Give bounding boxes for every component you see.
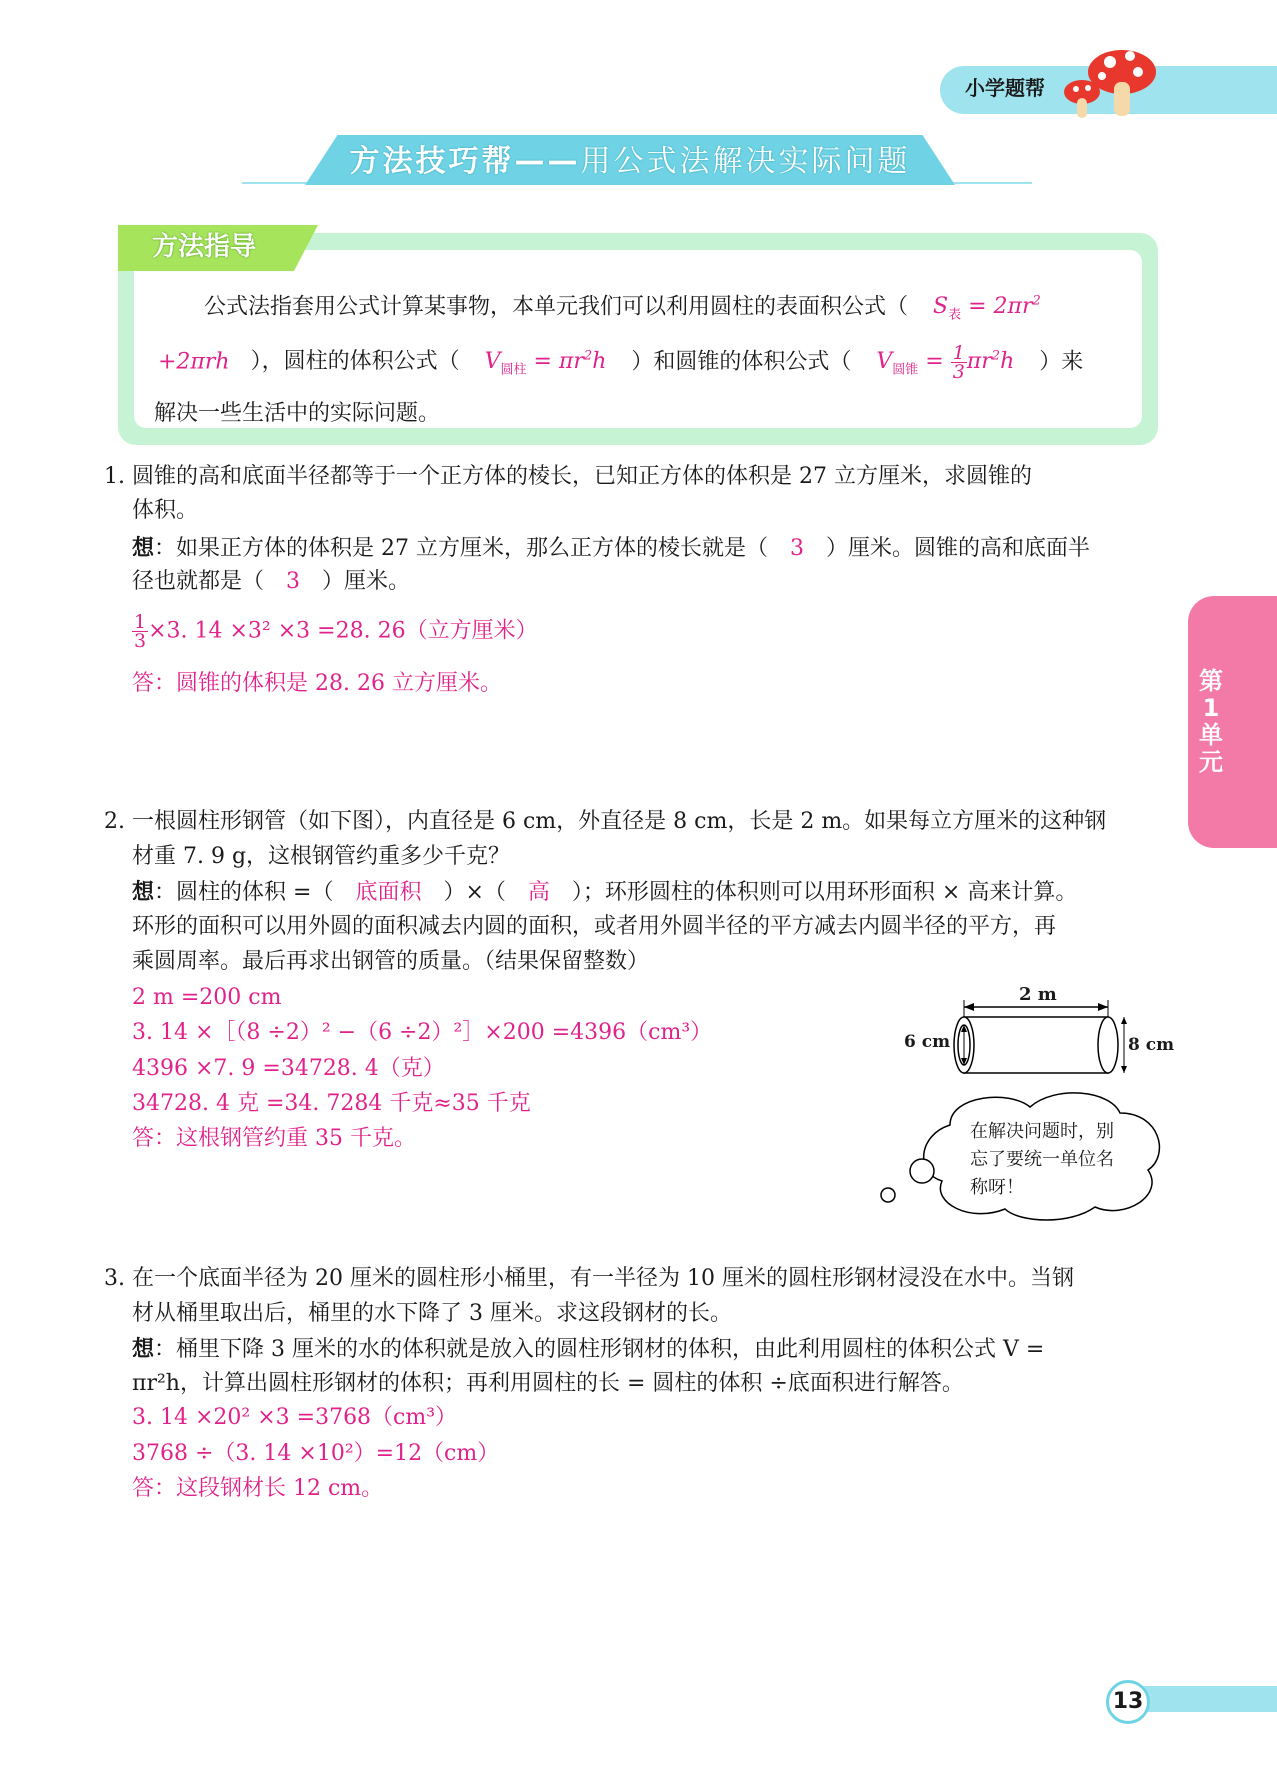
header-label: 小学题帮 — [965, 76, 1045, 100]
pipe-length-label: 2 m — [1019, 984, 1057, 1005]
q1-text-1: 1. 圆锥的高和底面半径都等于一个正方体的棱长，已知正方体的体积是 27 立方厘米，求圆锥的 — [104, 464, 1032, 489]
q2-text-1: 2. 一根圆柱形钢管（如下图），内直径是 6 cm，外直径是 8 cm，长是 2 m。如果每立方厘米的这种钢 — [104, 809, 1107, 834]
q2-think-1: 想：圆柱的体积 =（ 底面积 ）×（ 高 ）；环形圆柱的体积则可以用环形面积 × 高来计算。 — [132, 879, 1078, 905]
q2-calc-4: 34728. 4 克 =34. 7284 千克≈35 千克 — [132, 1091, 531, 1116]
q2-calc-3: 4396 ×7. 9 =34728. 4（克） — [132, 1056, 445, 1081]
unit-side-tab-label: 第1单元 — [1199, 667, 1223, 776]
page-title: 方法技巧帮——用公式法解决实际问题 — [349, 144, 911, 179]
q1-answer: 答：圆锥的体积是 28. 26 立方厘米。 — [132, 671, 502, 696]
guide-line-3: 解决一些生活中的实际问题。 — [154, 401, 441, 426]
q3-think-2: πr²h，计算出圆柱形钢材的体积；再利用圆柱的长 = 圆柱的体积 ÷底面积进行解答。 — [132, 1371, 964, 1396]
pipe-inner-label: 6 cm — [904, 1032, 951, 1052]
page-number: 13 — [1106, 1680, 1150, 1724]
q3-calc-1: 3. 14 ×20² ×3 =3768（cm³） — [132, 1405, 458, 1430]
q2-think-3: 乘圆周率。最后再求出钢管的质量。（结果保留整数） — [132, 949, 650, 974]
q3-text-2: 材从桶里取出后，桶里的水下降了 3 厘米。求这段钢材的长。 — [132, 1301, 732, 1326]
q2-think-2: 环形的面积可以用外圆的面积减去内圆的面积，或者用外圆半径的平方减去内圆半径的平方，再 — [132, 914, 1057, 939]
q3-think-1: 想：桶里下降 3 厘米的水的体积就是放入的圆柱形钢材的体积，由此利用圆柱的体积公式 V = — [132, 1336, 1045, 1362]
mushroom-icon — [1060, 42, 1170, 120]
q1-calc: $\frac{1}{3}$ ×3. 14 ×3² ×3 =28. 26（立方厘米） — [134, 611, 538, 652]
q3-answer: 答：这段钢材长 12 cm。 — [132, 1476, 384, 1501]
thought-bubble-text: 在解决问题时，别 忘了要统一单位名 称呀！ — [970, 1121, 1114, 1198]
q2-answer: 答：这根钢管约重 35 千克。 — [132, 1126, 416, 1151]
q2-calc-1: 2 m =200 cm — [132, 985, 282, 1010]
method-guide-tag-label: 方法指导 — [152, 232, 257, 262]
q1-text-2: 体积。 — [132, 498, 199, 523]
q1-think-2: 径也就都是（ 3 ）厘米。 — [132, 569, 411, 594]
guide-line-1: 公式法指套用公式计算某事物，本单元我们可以利用圆柱的表面积公式（ $S_表 = 2\pi r^2$ — [204, 294, 1041, 323]
q3-text-1: 3. 在一个底面半径为 20 厘米的圆柱形小桶里，有一半径为 10 厘米的圆柱形钢材浸没在水中。当钢 — [104, 1266, 1074, 1291]
q1-think-1: 想：如果正方体的体积是 27 立方厘米，那么正方体的棱长就是（ 3 ）厘米。圆锥的高和底面半 — [132, 535, 1091, 561]
q2-text-2: 材重 7. 9 g，这根钢管约重多少千克？ — [132, 844, 511, 869]
q2-calc-2: 3. 14 ×［（8 ÷2）² −（6 ÷2）²］×200 =4396（cm³） — [132, 1020, 713, 1045]
pipe-outer-label: 8 cm — [1128, 1035, 1175, 1055]
guide-line-2: +2πrh ），圆柱的体积公式（ $V_{圆柱} = \pi r^2h$ ）和圆锥的体积公式（ $V_{圆锥}$ = $\frac{1}{3}$ $\pi r^2h$ ）来 — [158, 341, 1084, 383]
q3-calc-2: 3768 ÷（3. 14 ×10²）=12（cm） — [132, 1441, 500, 1466]
